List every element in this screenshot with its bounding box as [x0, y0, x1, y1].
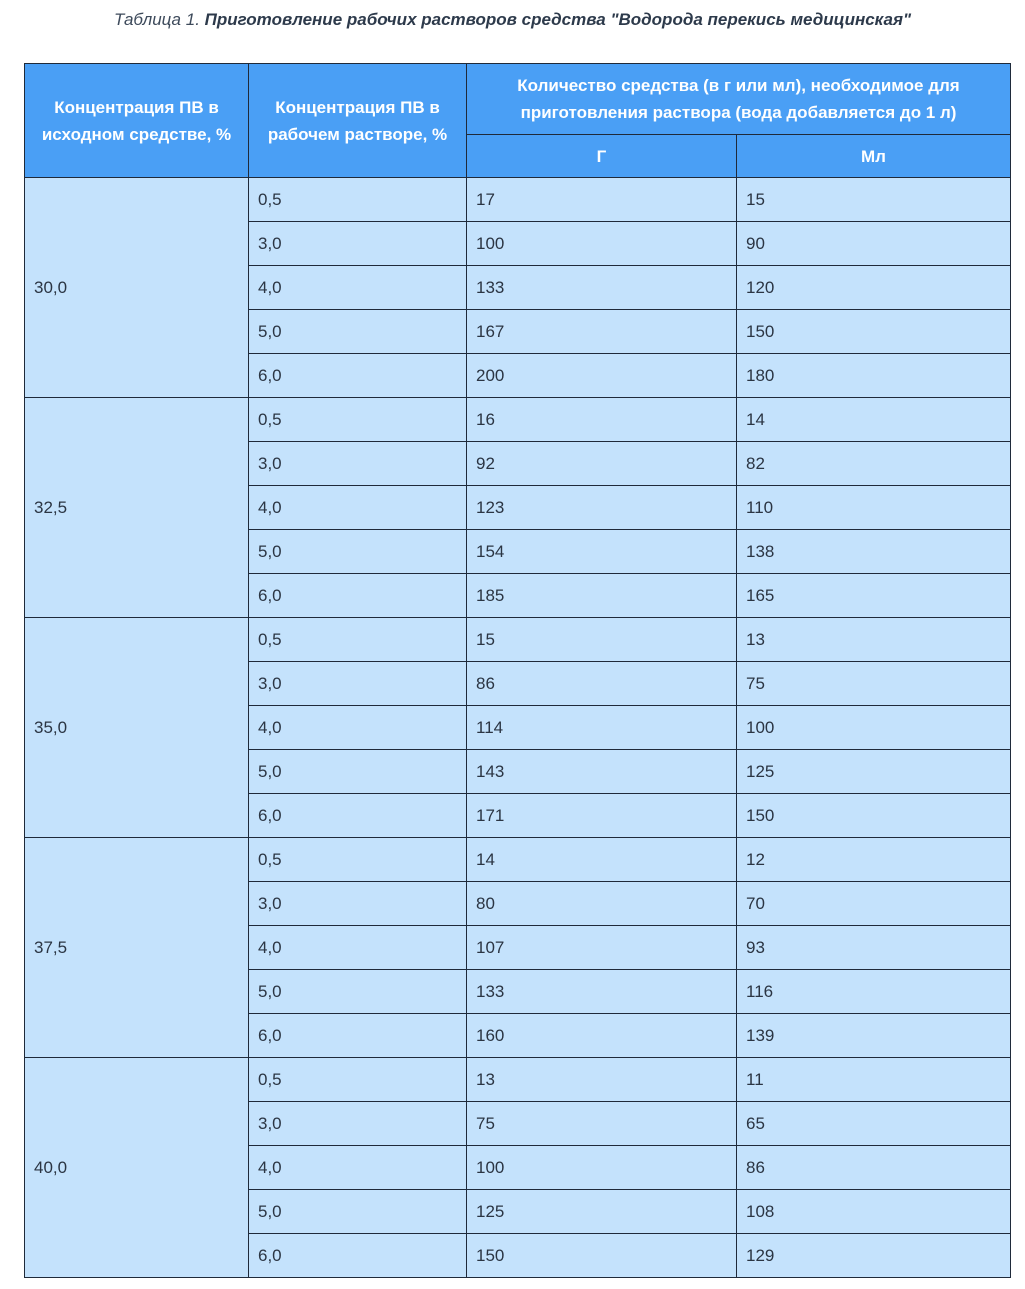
- working-concentration-cell: 6,0: [249, 1234, 467, 1278]
- milliliters-cell: 125: [737, 750, 1011, 794]
- caption-prefix: Таблица 1.: [113, 10, 200, 29]
- working-concentration-cell: 5,0: [249, 1190, 467, 1234]
- grams-cell: 114: [467, 706, 737, 750]
- grams-cell: 100: [467, 222, 737, 266]
- grams-cell: 92: [467, 442, 737, 486]
- working-concentration-cell: 4,0: [249, 926, 467, 970]
- working-concentration-cell: 0,5: [249, 618, 467, 662]
- grams-cell: 171: [467, 794, 737, 838]
- source-concentration-cell: 40,0: [25, 1058, 249, 1278]
- grams-cell: 123: [467, 486, 737, 530]
- milliliters-cell: 14: [737, 398, 1011, 442]
- working-concentration-cell: 0,5: [249, 838, 467, 882]
- working-concentration-cell: 5,0: [249, 970, 467, 1014]
- table-row: [25, 398, 1011, 442]
- working-concentration-cell: 6,0: [249, 794, 467, 838]
- grams-cell: 13: [467, 1058, 737, 1102]
- grams-cell: 200: [467, 354, 737, 398]
- milliliters-cell: 180: [737, 354, 1011, 398]
- working-concentration-cell: 0,5: [249, 1058, 467, 1102]
- header-source-concentration: Концентрация ПВ в исходном средстве, %: [25, 64, 249, 178]
- working-concentration-cell: 3,0: [249, 1102, 467, 1146]
- working-concentration-cell: 4,0: [249, 706, 467, 750]
- source-concentration-cell: 30,0: [25, 178, 249, 398]
- grams-cell: 86: [467, 662, 737, 706]
- grams-cell: 154: [467, 530, 737, 574]
- source-concentration-cell: 37,5: [25, 838, 249, 1058]
- milliliters-cell: 70: [737, 882, 1011, 926]
- grams-cell: 107: [467, 926, 737, 970]
- milliliters-cell: 12: [737, 838, 1011, 882]
- working-concentration-cell: 6,0: [249, 354, 467, 398]
- milliliters-cell: 86: [737, 1146, 1011, 1190]
- milliliters-cell: 108: [737, 1190, 1011, 1234]
- working-concentration-cell: 3,0: [249, 662, 467, 706]
- working-concentration-cell: 4,0: [249, 1146, 467, 1190]
- grams-cell: 100: [467, 1146, 737, 1190]
- milliliters-cell: 75: [737, 662, 1011, 706]
- milliliters-cell: 11: [737, 1058, 1011, 1102]
- working-concentration-cell: 6,0: [249, 574, 467, 618]
- header-amount: Количество средства (в г или мл), необходимое для приготовления раствора (вода добавляется до 1 л): [467, 64, 1011, 135]
- milliliters-cell: 150: [737, 310, 1011, 354]
- table-row: [25, 178, 1011, 222]
- milliliters-cell: 15: [737, 178, 1011, 222]
- caption-title: Приготовление рабочих растворов средства "Водорода перекись медицинская": [204, 10, 912, 29]
- grams-cell: 17: [467, 178, 737, 222]
- milliliters-cell: 116: [737, 970, 1011, 1014]
- table-row: [25, 838, 1011, 882]
- table-header: [25, 64, 1011, 178]
- milliliters-cell: 65: [737, 1102, 1011, 1146]
- working-concentration-cell: 4,0: [249, 266, 467, 310]
- milliliters-cell: 110: [737, 486, 1011, 530]
- working-concentration-cell: 3,0: [249, 222, 467, 266]
- milliliters-cell: 138: [737, 530, 1011, 574]
- milliliters-cell: 139: [737, 1014, 1011, 1058]
- grams-cell: 133: [467, 266, 737, 310]
- working-concentration-cell: 0,5: [249, 398, 467, 442]
- header-milliliters: Мл: [737, 135, 1011, 178]
- grams-cell: 167: [467, 310, 737, 354]
- milliliters-cell: 100: [737, 706, 1011, 750]
- working-concentration-cell: 4,0: [249, 486, 467, 530]
- grams-cell: 75: [467, 1102, 737, 1146]
- header-working-concentration: Концентрация ПВ в рабочем растворе, %: [249, 64, 467, 178]
- working-concentration-cell: 3,0: [249, 882, 467, 926]
- milliliters-cell: 82: [737, 442, 1011, 486]
- working-concentration-cell: 5,0: [249, 310, 467, 354]
- grams-cell: 160: [467, 1014, 737, 1058]
- grams-cell: 14: [467, 838, 737, 882]
- grams-cell: 80: [467, 882, 737, 926]
- milliliters-cell: 150: [737, 794, 1011, 838]
- grams-cell: 15: [467, 618, 737, 662]
- header-grams: Г: [467, 135, 737, 178]
- milliliters-cell: 90: [737, 222, 1011, 266]
- milliliters-cell: 165: [737, 574, 1011, 618]
- table-row: [25, 1058, 1011, 1102]
- source-concentration-cell: 35,0: [25, 618, 249, 838]
- table-body: [25, 178, 1011, 1278]
- table-row: [25, 618, 1011, 662]
- grams-cell: 133: [467, 970, 737, 1014]
- working-concentration-cell: 5,0: [249, 530, 467, 574]
- milliliters-cell: 120: [737, 266, 1011, 310]
- source-concentration-cell: 32,5: [25, 398, 249, 618]
- table-caption: [0, 8, 1025, 32]
- grams-cell: 185: [467, 574, 737, 618]
- working-concentration-cell: 5,0: [249, 750, 467, 794]
- grams-cell: 143: [467, 750, 737, 794]
- grams-cell: 16: [467, 398, 737, 442]
- milliliters-cell: 13: [737, 618, 1011, 662]
- working-concentration-cell: 6,0: [249, 1014, 467, 1058]
- working-concentration-cell: 0,5: [249, 178, 467, 222]
- milliliters-cell: 129: [737, 1234, 1011, 1278]
- milliliters-cell: 93: [737, 926, 1011, 970]
- grams-cell: 150: [467, 1234, 737, 1278]
- working-concentration-cell: 3,0: [249, 442, 467, 486]
- grams-cell: 125: [467, 1190, 737, 1234]
- preparation-table: [24, 63, 1011, 1278]
- header-row-main: [25, 64, 1011, 135]
